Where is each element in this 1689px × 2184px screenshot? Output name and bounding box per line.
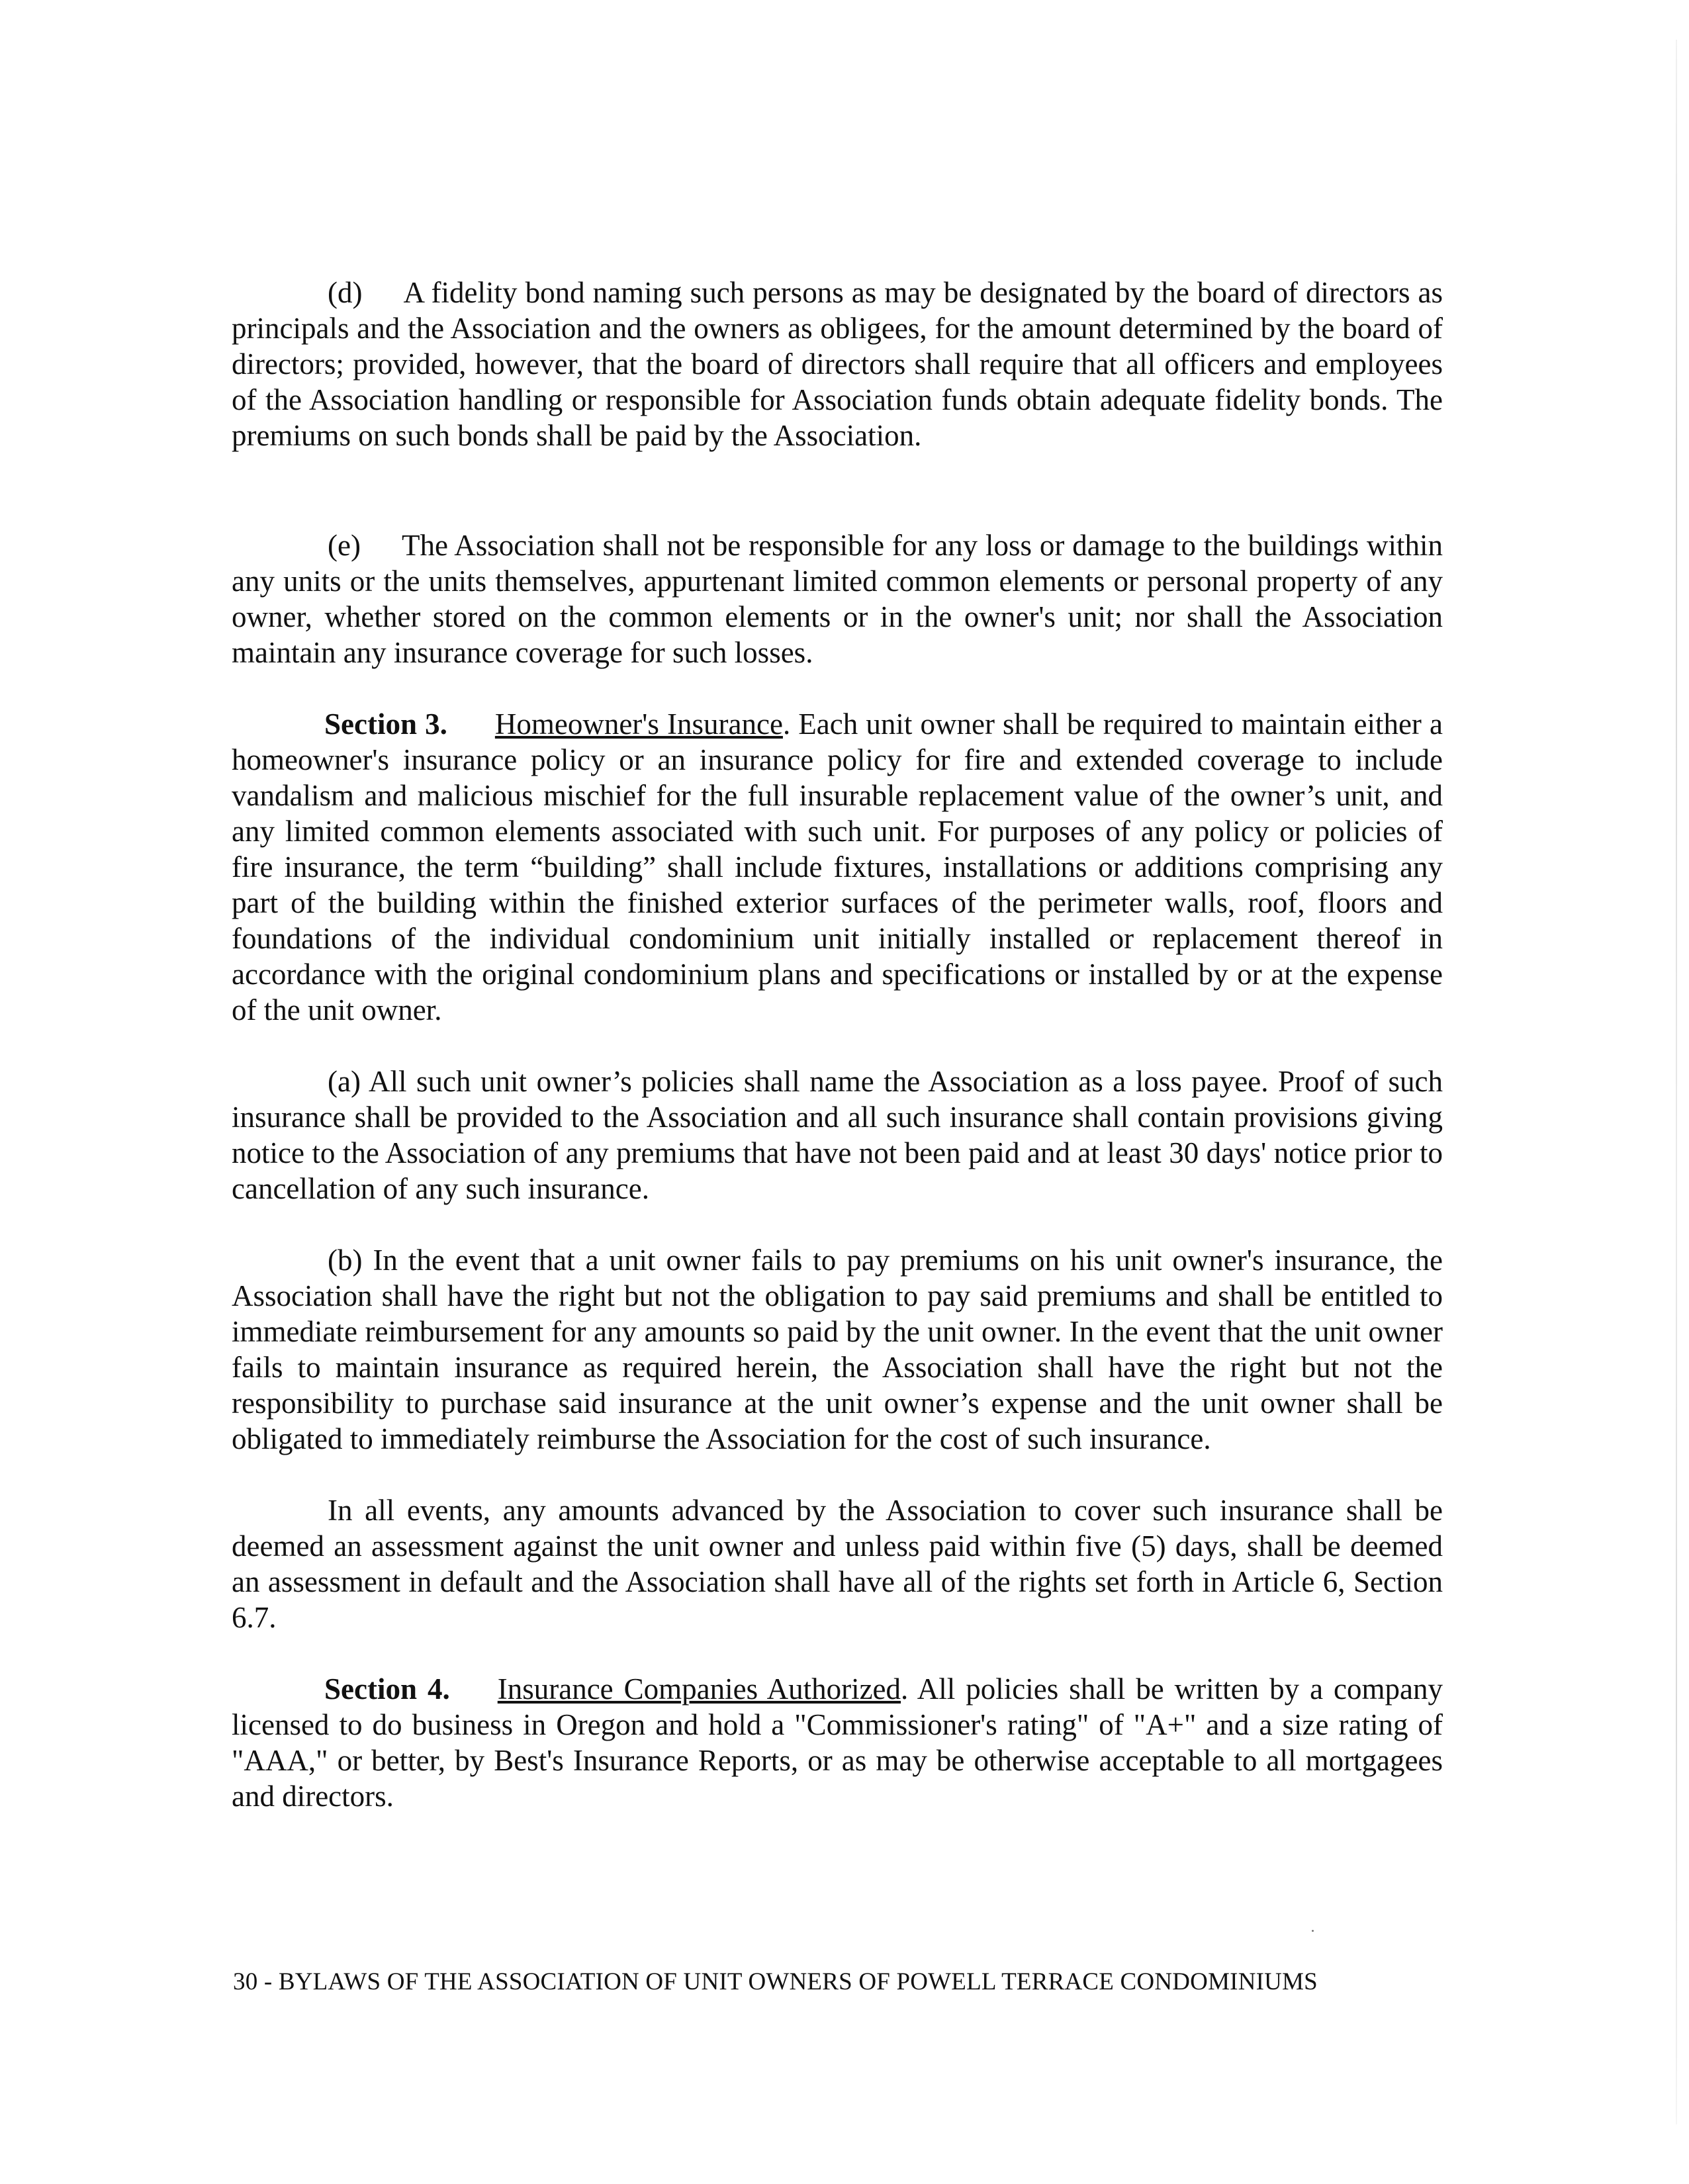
paragraph-d-text: A fidelity bond naming such persons as may be designated by the board of directors as principals and the Association and the owners as obligees, for the amount determined by the board of directors; provided, however, that the board of directors shall require that all officers and employees of the Association handling or responsible for Association funds obtain adequate fidelity bonds. The premiums on such bonds shall be paid by the Association. [232, 276, 1443, 452]
section-3-heading: Section 3. [324, 707, 447, 741]
paragraph-e-text: The Association shall not be responsible for any loss or damage to the buildings within any units or the units themselves, appurtenant limited common elements or personal property of any owner, whether stored on the common elements or in the owner's unit; nor shall the Association maintain any insurance coverage for such losses. [232, 529, 1443, 669]
all-events-text: In all events, any amounts advanced by the Association to cover such insurance shall be deemed an assessment against the unit owner and unless paid within five (5) days, shall be deemed an assessment in default and the Association shall have all of the rights set forth in Article 6, Section 6.7. [232, 1494, 1443, 1634]
section-4-text: . All policies shall be written by a company licensed to do business in Oregon and hold a "Commissioner's rating" of "A+" and a size rating of "AAA," or better, by Best's Insurance Reports, or as may be otherwise acceptable to all mortgagees and directors. [232, 1672, 1443, 1813]
section-4-title: Insurance Companies Authorized [497, 1672, 901, 1706]
scan-edge-line [1676, 40, 1677, 2124]
scan-dot [1312, 1930, 1314, 1932]
section-3-paragraph-a-label: (a) [328, 1065, 361, 1098]
footer-separator: - [257, 1968, 279, 1995]
section-3-paragraph-b-label: (b) [328, 1244, 363, 1277]
section-4-heading: Section 4. [324, 1672, 450, 1706]
section-4 [232, 1671, 1443, 1814]
document-body [232, 275, 1443, 1814]
section-3 [232, 706, 1443, 1028]
paragraph-d [232, 275, 1443, 453]
all-events-paragraph [232, 1492, 1443, 1635]
section-3-paragraph-a [232, 1064, 1443, 1206]
page-number: 30 [233, 1968, 258, 1995]
footer-title: BYLAWS OF THE ASSOCIATION OF UNIT OWNERS OF POWELL TERRACE CONDOMINIUMS [278, 1968, 1318, 1995]
section-3-paragraph-b [232, 1242, 1443, 1457]
section-3-text: . Each unit owner shall be required to maintain either a homeowner's insurance policy or an insurance policy for fire and extended coverage to include vandalism and malicious mischief for the full insurable replacement value of the owner’s unit, and any limited common elements associated with such unit. For purposes of any policy or policies of fire insurance, the term “building” shall include fixtures, installations or additions comprising any part of the building within the finished exterior surfaces of the perimeter walls, roof, floors and foundations of the individual condominium unit initially installed or replacement thereof in accordance with the original condominium plans and specifications or installed by or at the expense of the unit owner. [232, 707, 1443, 1026]
paragraph-e [232, 527, 1443, 670]
paragraph-e-label: (e) [328, 529, 361, 562]
paragraph-d-label: (d) [328, 276, 363, 309]
page-footer [233, 1968, 1318, 1997]
section-3-paragraph-b-text: In the event that a unit owner fails to pay premiums on his unit owner's insurance, the Association shall have the right but not the obligation to pay said premiums and shall be entitled to immediate reimbursement for any amounts so paid by the unit owner. In the event that the unit owner fails to maintain insurance as required herein, the Association shall have the right but not the responsibility to purchase said insurance at the unit owner’s expense and the unit owner shall be obligated to immediately reimburse the Association for the cost of such insurance. [232, 1244, 1443, 1455]
section-3-title: Homeowner's Insurance [494, 707, 783, 741]
section-3-paragraph-a-text: All such unit owner’s policies shall name the Association as a loss payee. Proof of such insurance shall be provided to the Association and all such insurance shall contain provisions giving notice to the Association of any premiums that have not been paid and at least 30 days' notice prior to cancellation of any such insurance. [232, 1065, 1443, 1205]
